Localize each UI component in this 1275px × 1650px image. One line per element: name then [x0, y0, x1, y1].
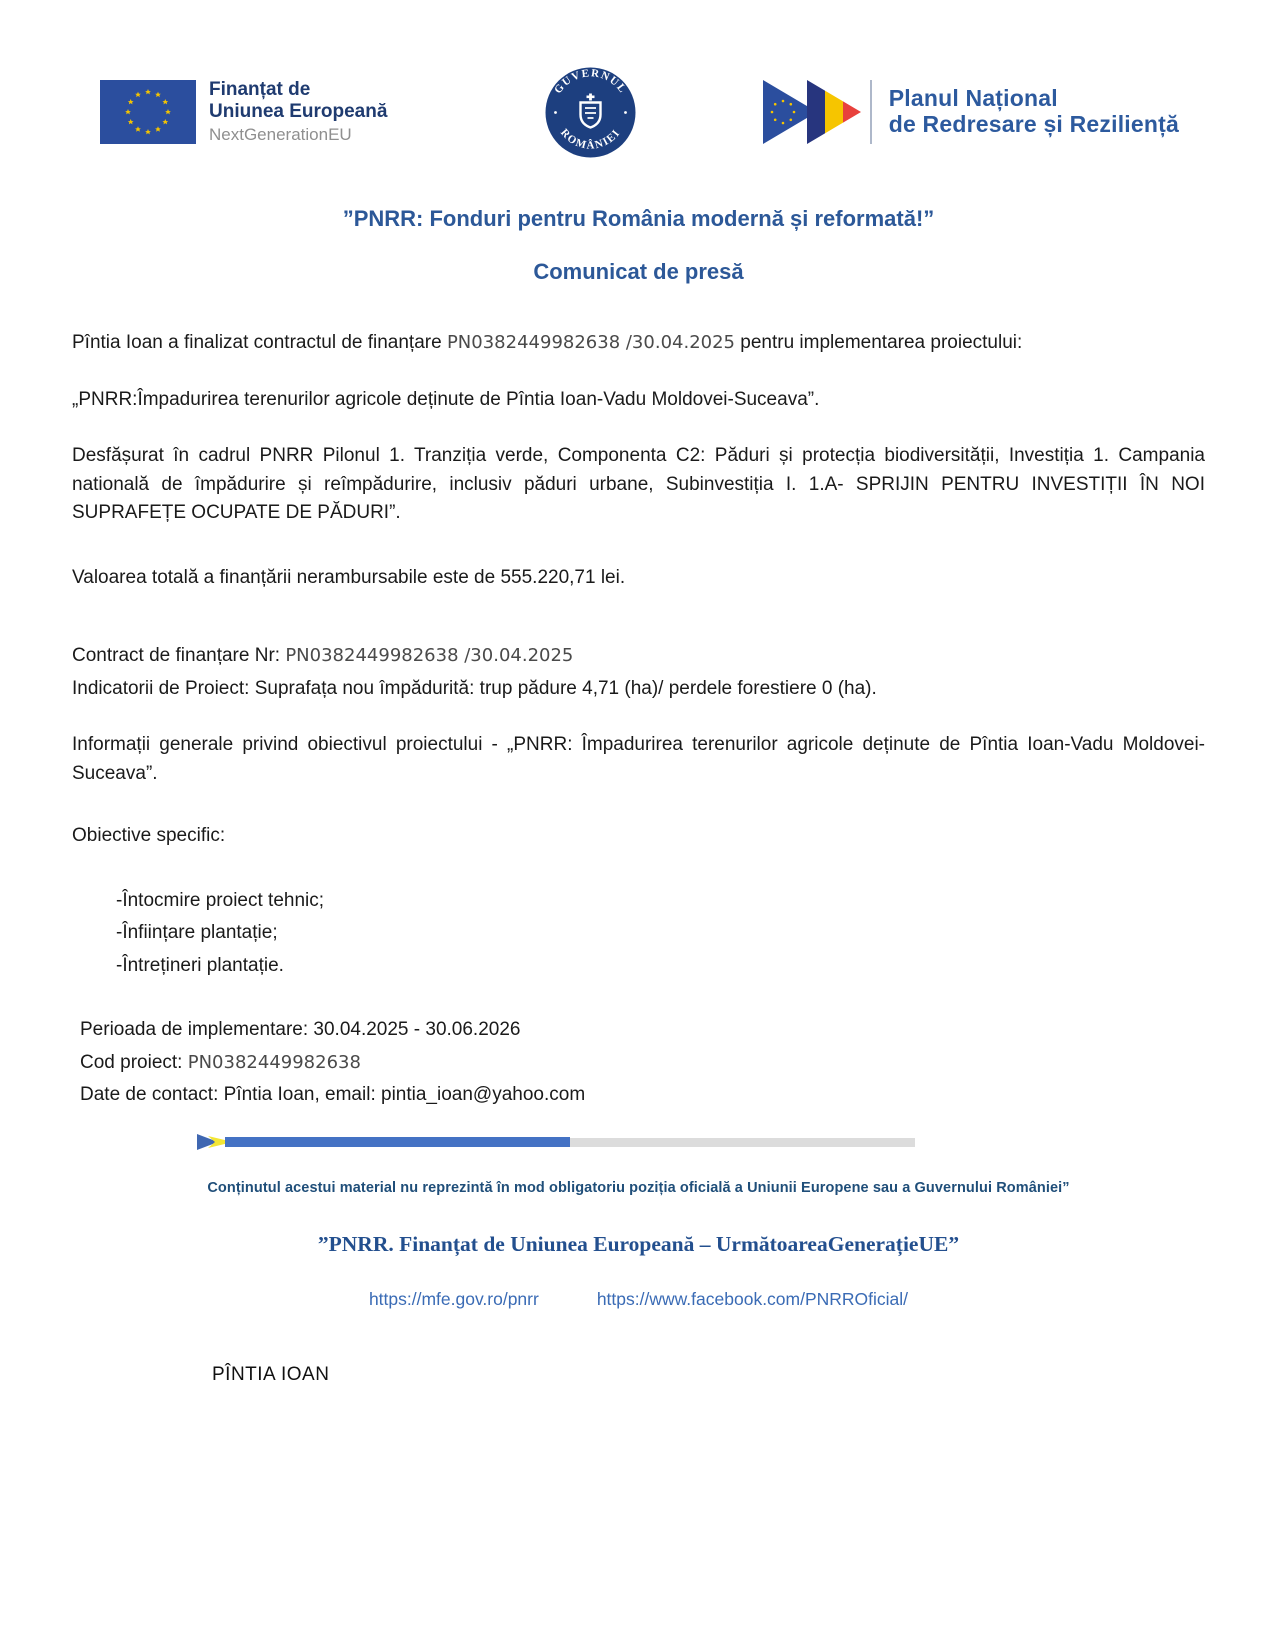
pnrr-logo-text [889, 86, 1179, 138]
pnrr-logo-line2: de Redresare și Reziliență [888, 111, 1179, 137]
intro-text: Pîntia Ioan a finalizat contractul de finanțare [72, 332, 447, 353]
disclaimer: Conținutul acestui material nu reprezintă în mod obligatoriu poziția oficială a Uniunii Europene sau a Guvernului României” [207, 1179, 1070, 1196]
project-code-value: PN0382449982638 [187, 1051, 361, 1073]
gov-seal-bottom-text: ROMÂNIEI [557, 126, 623, 152]
government-of-romania-seal-icon [543, 65, 638, 160]
divider-bar-gray [570, 1138, 915, 1147]
gov-seal-top-text: GUVERNUL [551, 66, 629, 96]
contract-label: Contract de finanțare Nr: [72, 645, 286, 666]
contact-info: Date de contact: Pîntia Ioan, email: pintia_ioan@yahoo.com [80, 1084, 586, 1105]
divider-bar-blue [225, 1137, 570, 1147]
links-row [72, 1289, 1205, 1310]
objectives-heading: Obiective specific: [72, 825, 226, 846]
contract-number-line [72, 642, 1205, 671]
eu-flag-icon [100, 80, 196, 144]
project-code-line [80, 1049, 1205, 1078]
document-body [72, 329, 1205, 1110]
header-logos [72, 62, 1205, 162]
eu-logo-line1: Finanțat de [209, 78, 311, 100]
link-facebook[interactable]: https://www.facebook.com/PNRROficial/ [596, 1288, 909, 1309]
pnrr-arrows-icon [763, 72, 879, 152]
divider-bar [195, 1136, 915, 1148]
project-meta [80, 1016, 1205, 1110]
pnrr-quote: ”PNRR. Finanțat de Uniunea Europeană – UrmătoareaGenerațieUE” [317, 1231, 960, 1256]
eu-logo-text [209, 79, 387, 146]
general-info: Informații generale privind obiectivul proiectului - „PNRR: Împadurirea terenurilor agricole deținute de Pîntia Ioan-Vadu Moldovei-Suceava”. [72, 734, 1205, 784]
pnrr-logo [763, 72, 1179, 152]
contract-code: PN0382449982638 /30.04.2025 [285, 645, 574, 666]
pnrr-logo-line1: Planul Național [888, 85, 1058, 112]
press-release-intro [72, 329, 1205, 358]
eu-funding-logo [100, 79, 387, 146]
program-details: Desfășurat în cadrul PNRR Pilonul 1. Tranziția verde, Componenta C2: Păduri și protecția biodiversității, Investiția 1. Campania natională de împădurire și reîmpădurire, inclusiv păduri urbane, Subinvestiția I. 1.A- SPRIJIN PENTRU INVESTIȚII ÎN NOI SUPRAFEȚE OCUPATE DE PĂDURI”. [72, 445, 1205, 523]
signature: PÎNTIA IOAN [212, 1363, 330, 1385]
objectives-list [116, 887, 1205, 981]
project-indicators: Indicatorii de Proiect: Suprafața nou împădurită: trup pădure 4,71 (ha)/ perdele forestiere 0 (ha). [72, 677, 877, 699]
headline: ”PNRR: Fonduri pentru România modernă și reformată!” [342, 206, 935, 231]
intro-text-after: pentru implementarea proiectului: [735, 332, 1023, 353]
implementation-period: Perioada de implementare: 30.04.2025 - 30.06.2026 [80, 1019, 521, 1040]
eu-logo-line3: NextGenerationEU [209, 125, 352, 145]
objective-item: -Înființare plantație; [116, 922, 278, 943]
link-mfe[interactable]: https://mfe.gov.ro/pnrr [368, 1288, 539, 1309]
eu-logo-line2: Uniunea Europeană [209, 100, 388, 122]
objective-item: -Întrețineri plantație. [116, 954, 284, 976]
project-code-label: Cod proiect: [80, 1051, 188, 1073]
objective-item: -Întocmire proiect tehnic; [116, 889, 325, 911]
project-title: „PNRR:Împadurirea terenurilor agricole deținute de Pîntia Ioan-Vadu Moldovei-Suceava”. [72, 388, 820, 410]
contract-code-inline: PN0382449982638 /30.04.2025 [446, 332, 735, 353]
subheadline: Comunicat de presă [533, 259, 744, 284]
funding-value: Valoarea totală a finanțării nerambursabile este de 555.220,71 lei. [72, 566, 626, 588]
